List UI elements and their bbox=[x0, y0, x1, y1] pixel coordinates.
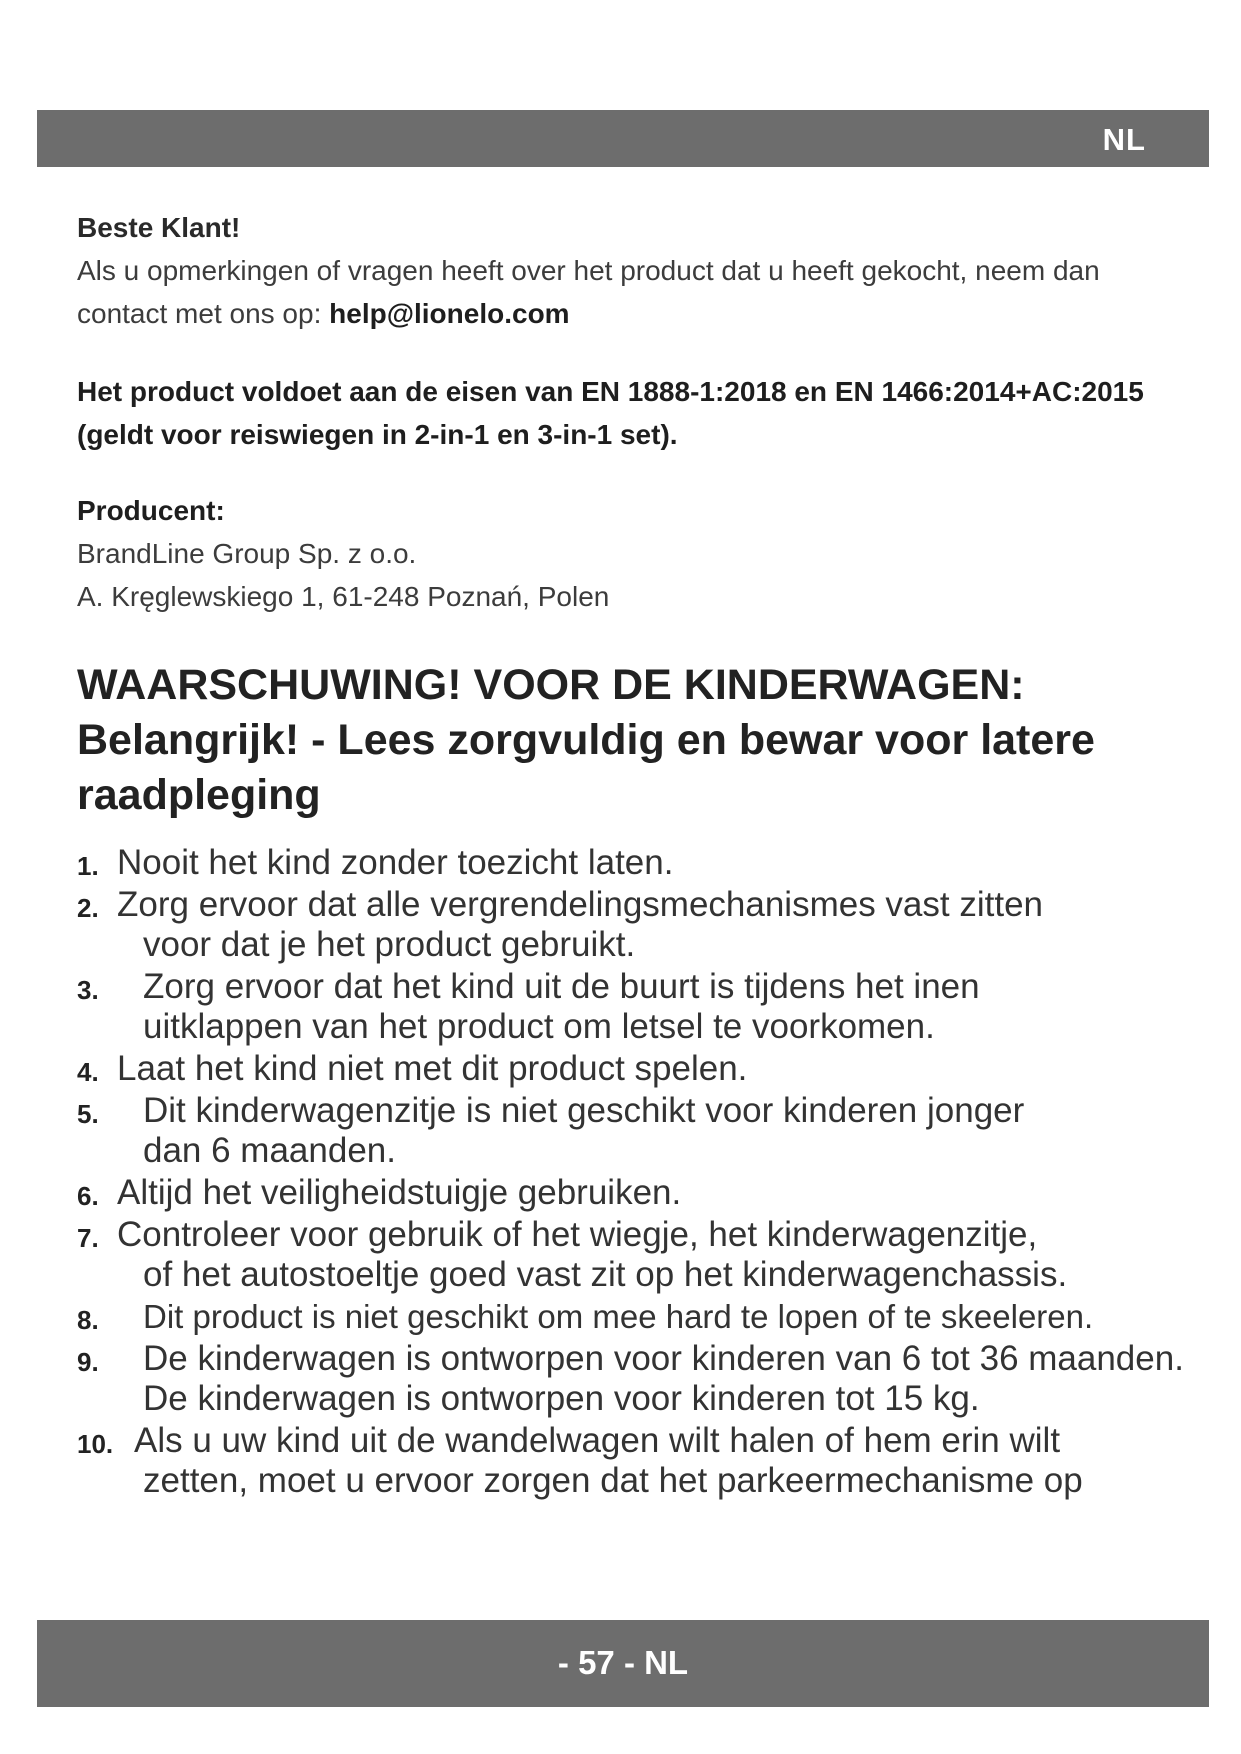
producer-address: A. Kręglewskiego 1, 61-248 Poznań, Polen bbox=[77, 581, 610, 612]
list-item bbox=[77, 843, 1197, 883]
contact-text: Als u opmerkingen of vragen heeft over het product dat u heeft gekocht, neem dan contact met ons op: bbox=[77, 255, 1100, 329]
list-item bbox=[77, 1091, 1197, 1171]
footer-bar bbox=[37, 1620, 1209, 1707]
page-content bbox=[77, 207, 1197, 1503]
item-number: 7. bbox=[77, 1223, 99, 1253]
item-text-continued: uitklappen van het product om letsel te voorkomen. bbox=[143, 1007, 935, 1046]
warning-list bbox=[77, 843, 1197, 1501]
list-item bbox=[77, 1173, 1197, 1213]
item-number: 4. bbox=[77, 1057, 99, 1087]
greeting: Beste Klant! bbox=[77, 212, 241, 243]
item-text-continued: zetten, moet u ervoor zorgen dat het parkeermechanisme op bbox=[143, 1461, 1083, 1500]
producer-label: Producent: bbox=[77, 495, 225, 526]
page-number: - 57 - NL bbox=[557, 1644, 689, 1681]
item-number: 8. bbox=[77, 1305, 99, 1335]
item-number: 3. bbox=[77, 975, 99, 1005]
item-text-continued: dan 6 maanden. bbox=[143, 1131, 396, 1170]
contact-email[interactable]: help@lionelo.com bbox=[329, 298, 570, 329]
list-item bbox=[77, 1339, 1197, 1419]
producer-company: BrandLine Group Sp. z o.o. bbox=[77, 538, 417, 569]
item-number: 10. bbox=[77, 1429, 114, 1459]
list-item bbox=[77, 885, 1197, 965]
list-item bbox=[77, 1049, 1197, 1089]
item-text: Controleer voor gebruik of het wiegje, het kinderwagenzitje, bbox=[117, 1215, 1038, 1254]
contact-paragraph bbox=[77, 249, 1197, 335]
item-text: De kinderwagen is ontworpen voor kinderen van 6 tot 36 maanden. De kinderwagen is ontworpen voor kinderen tot 15 kg. bbox=[143, 1339, 1184, 1418]
item-text: Laat het kind niet met dit product spelen. bbox=[117, 1049, 748, 1088]
item-number: 1. bbox=[77, 851, 99, 881]
item-number: 6. bbox=[77, 1181, 99, 1211]
item-text: Dit kinderwagenzitje is niet geschikt voor kinderen jonger bbox=[143, 1091, 1025, 1130]
item-text: Zorg ervoor dat het kind uit de buurt is tijdens het inen bbox=[143, 967, 980, 1006]
item-number: 5. bbox=[77, 1099, 99, 1129]
list-item bbox=[77, 1421, 1197, 1501]
producer-block bbox=[77, 490, 1197, 618]
header-bar bbox=[37, 110, 1209, 167]
list-item bbox=[77, 1297, 1197, 1337]
list-item bbox=[77, 1215, 1197, 1295]
warning-heading: WAARSCHUWING! VOOR DE KINDERWAGEN: Belangrijk! - Lees zorgvuldig en bewar voor latere raadpleging bbox=[77, 661, 1095, 819]
item-text: Zorg ervoor dat alle vergrendelingsmechanismes vast zitten bbox=[117, 885, 1043, 924]
item-text: Nooit het kind zonder toezicht laten. bbox=[117, 843, 674, 882]
item-number: 9. bbox=[77, 1347, 99, 1377]
item-text-continued: voor dat je het product gebruikt. bbox=[143, 925, 636, 964]
item-text-continued: of het autostoeltje goed vast zit op het kinderwagenchassis. bbox=[143, 1255, 1068, 1294]
item-text: Dit product is niet geschikt om mee hard te lopen of te skeeleren. bbox=[143, 1298, 1094, 1335]
standards-statement: Het product voldoet aan de eisen van EN 1888-1:2018 en EN 1466:2014+AC:2015 (geldt voor reiswiegen in 2-in-1 en 3-in-1 set). bbox=[77, 376, 1144, 450]
item-number: 2. bbox=[77, 893, 99, 923]
list-item bbox=[77, 967, 1197, 1047]
language-code: NL bbox=[1102, 122, 1146, 157]
item-text: Als u uw kind uit de wandelwagen wilt halen of hem erin wilt bbox=[134, 1421, 1061, 1460]
item-text: Altijd het veiligheidstuigje gebruiken. bbox=[117, 1173, 682, 1212]
